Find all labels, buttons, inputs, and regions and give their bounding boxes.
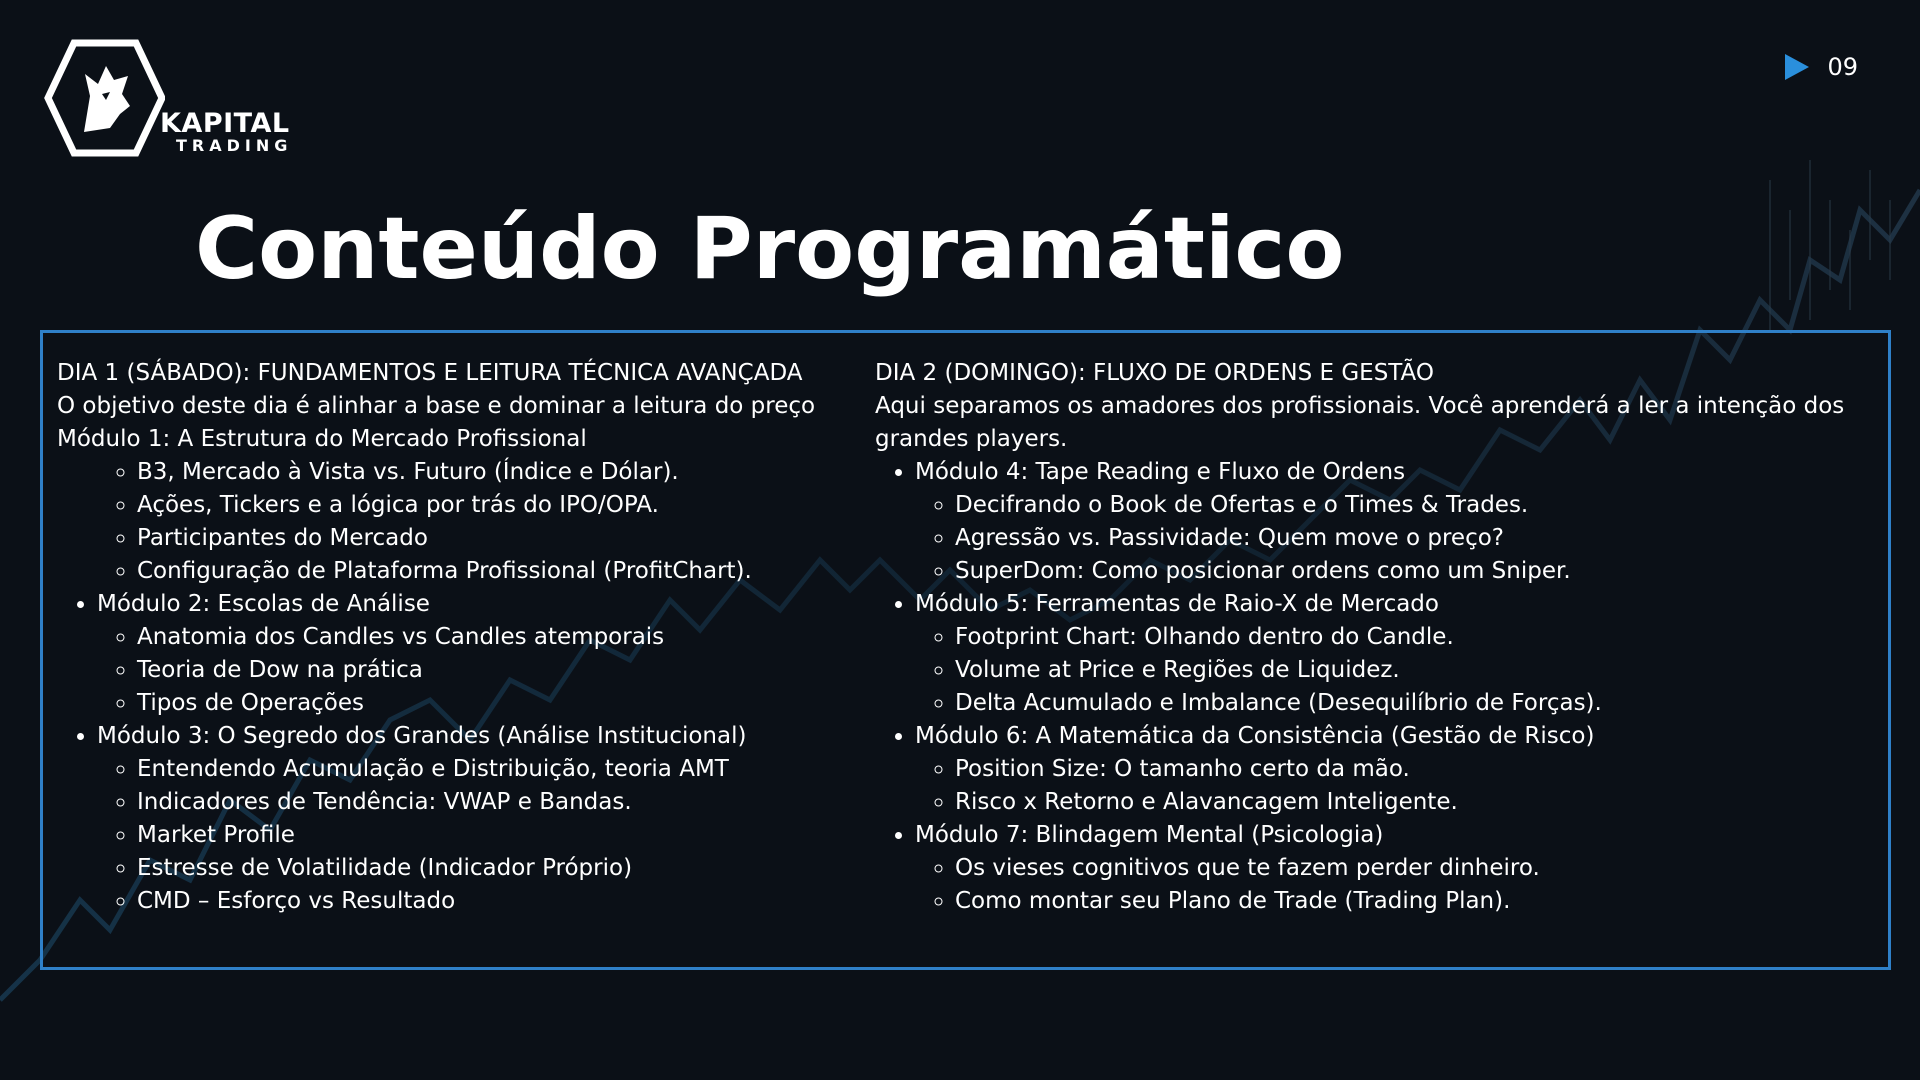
list-item: ◦ CMD – Esforço vs Resultado xyxy=(137,885,877,918)
list-item: ◦ Market Profile xyxy=(137,819,877,852)
day1-modules-list xyxy=(57,588,877,918)
module6-list xyxy=(915,753,1875,819)
module7-label: Módulo 7: Blindagem Mental (Psicologia) xyxy=(915,822,1384,848)
list-item: ◦ Agressão vs. Passividade: Quem move o preço? xyxy=(955,522,1875,555)
module-item xyxy=(97,588,877,720)
list-item: ◦ Como montar seu Plano de Trade (Trading Plan). xyxy=(955,885,1875,918)
module7-list xyxy=(915,852,1875,918)
play-icon xyxy=(1783,52,1811,82)
list-item: ◦ Participantes do Mercado xyxy=(137,522,877,555)
module-item xyxy=(915,588,1875,720)
module3-list xyxy=(97,753,877,918)
wolf-logo-icon xyxy=(40,36,165,161)
day1-heading: DIA 1 (SÁBADO): FUNDAMENTOS E LEITURA TÉCNICA AVANÇADA xyxy=(57,360,803,386)
list-item: ◦ Tipos de Operações xyxy=(137,687,877,720)
module1-label: Módulo 1: A Estrutura do Mercado Profissional xyxy=(57,426,587,452)
list-item: ◦ SuperDom: Como posicionar ordens como um Sniper. xyxy=(955,555,1875,588)
day2-heading: DIA 2 (DOMINGO): FLUXO DE ORDENS E GESTÃO xyxy=(875,360,1434,386)
module-item xyxy=(915,819,1875,918)
list-item: ◦ Entendendo Acumulação e Distribuição, teoria AMT xyxy=(137,753,877,786)
list-item: ◦ Estresse de Volatilidade (Indicador Próprio) xyxy=(137,852,877,885)
brand-name: KAPITAL xyxy=(160,108,290,139)
day2-intro: Aqui separamos os amadores dos profissionais. Você aprenderá a ler a intenção dos grandes players. xyxy=(875,393,1845,452)
day2-column xyxy=(875,357,1875,918)
module-item xyxy=(915,456,1875,588)
list-item: ◦ Footprint Chart: Olhando dentro do Candle. xyxy=(955,621,1875,654)
day1-intro: O objetivo deste dia é alinhar a base e dominar a leitura do preço xyxy=(57,393,816,419)
module5-label: Módulo 5: Ferramentas de Raio-X de Mercado xyxy=(915,591,1439,617)
list-item: ◦ Indicadores de Tendência: VWAP e Bandas. xyxy=(137,786,877,819)
list-item: ◦ Delta Acumulado e Imbalance (Desequilíbrio de Forças). xyxy=(955,687,1875,720)
list-item: ◦ Configuração de Plataforma Profissional (ProfitChart). xyxy=(137,555,877,588)
list-item: ◦ Volume at Price e Regiões de Liquidez. xyxy=(955,654,1875,687)
brand-logo xyxy=(40,36,293,161)
module-item xyxy=(915,720,1875,819)
day1-column xyxy=(57,357,877,918)
list-item: ◦ Os vieses cognitivos que te fazem perder dinheiro. xyxy=(955,852,1875,885)
page-number: 09 xyxy=(1827,53,1858,81)
module3-label: Módulo 3: O Segredo dos Grandes (Análise Institucional) xyxy=(97,723,747,749)
module6-label: Módulo 6: A Matemática da Consistência (Gestão de Risco) xyxy=(915,723,1595,749)
list-item: ◦ B3, Mercado à Vista vs. Futuro (Índice e Dólar). xyxy=(137,456,877,489)
list-item: ◦ Teoria de Dow na prática xyxy=(137,654,877,687)
list-item: ◦ Ações, Tickers e a lógica por trás do IPO/OPA. xyxy=(137,489,877,522)
day2-modules-list xyxy=(875,456,1875,918)
list-item: ◦ Decifrando o Book de Ofertas e o Times & Trades. xyxy=(955,489,1875,522)
brand-subtitle: TRADING xyxy=(176,136,293,155)
page-title: Conteúdo Programático xyxy=(195,199,1345,299)
list-item: ◦ Anatomia dos Candles vs Candles atemporais xyxy=(137,621,877,654)
list-item: ◦ Position Size: O tamanho certo da mão. xyxy=(955,753,1875,786)
module1-list xyxy=(57,456,877,588)
module5-list xyxy=(915,621,1875,720)
module4-label: Módulo 4: Tape Reading e Fluxo de Ordens xyxy=(915,459,1406,485)
module2-list xyxy=(97,621,877,720)
page-indicator xyxy=(1783,52,1858,82)
module4-list xyxy=(915,489,1875,588)
list-item: ◦ Risco x Retorno e Alavancagem Inteligente. xyxy=(955,786,1875,819)
module2-label: Módulo 2: Escolas de Análise xyxy=(97,591,430,617)
content-box xyxy=(40,330,1891,970)
module-item xyxy=(97,720,877,918)
